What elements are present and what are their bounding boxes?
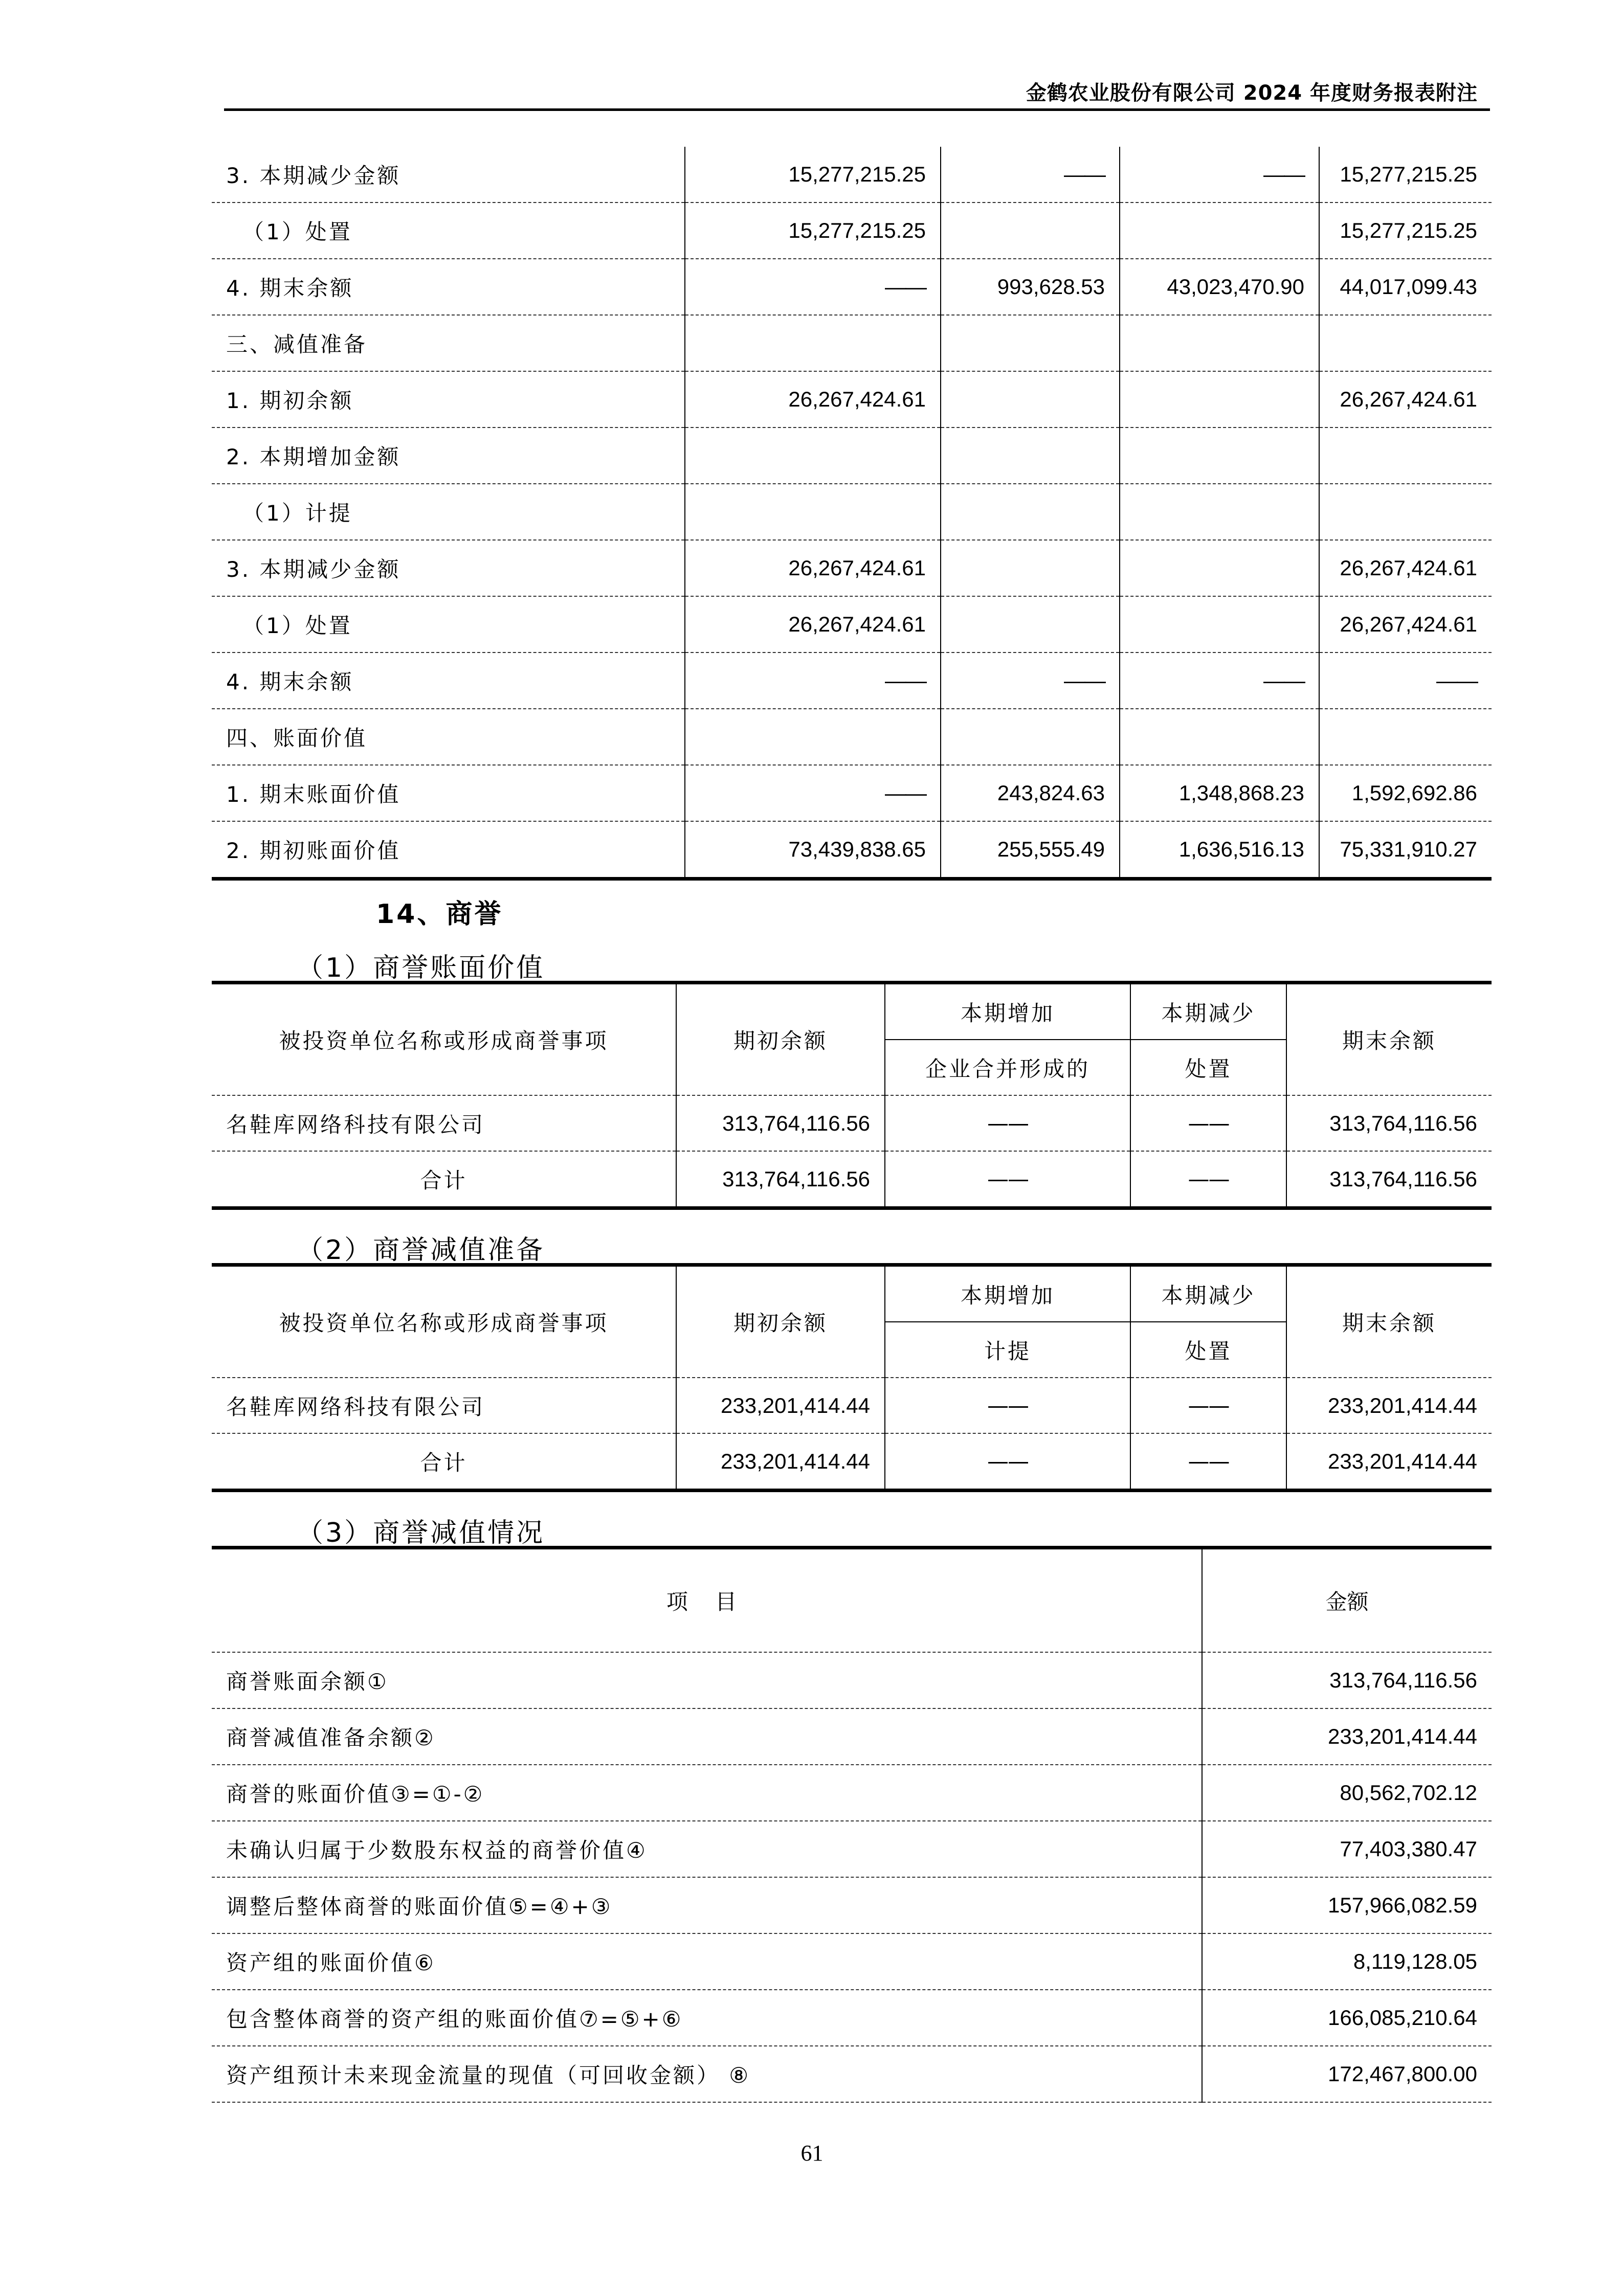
section-14-title: 14、商誉 [376,899,503,930]
row-col-1: 15,277,215.25 [685,202,941,259]
row-decrease: —— [1130,1378,1286,1433]
row-col-4 [1319,484,1492,540]
header-increase: 本期增加 [885,983,1130,1040]
row-label: 2. 期初账面价值 [226,838,401,863]
goodwill-book-title: （1）商誉账面价值 [297,953,545,983]
row-col-1: 26,267,424.61 [685,596,941,652]
row-amount: 172,467,800.00 [1202,2046,1492,2102]
table-row [212,540,1492,596]
row-label: 1. 期末账面价值 [212,765,685,821]
row-col-2 [941,371,1120,427]
row-col-1 [685,709,941,765]
row-name: 名鞋库网络科技有限公司 [212,1095,676,1151]
table-row [212,1877,1492,1933]
header-rule [224,108,1490,111]
row-col-1 [685,427,941,484]
row-col-3 [1120,484,1319,540]
row-col-3 [1120,596,1319,652]
row-amount: 157,966,082.59 [1202,1877,1492,1933]
header-opening: 期初余额 [676,1265,885,1378]
row-decrease: —— [1130,1151,1286,1208]
row-col-4 [1319,427,1492,484]
row-item: 资产组预计未来现金流量的现值（可回收金额） ⑧ [212,2046,1202,2102]
row-item: 资产组的账面价值⑥ [212,1933,1202,1990]
row-col-3: —— [1120,652,1319,709]
row-closing: 313,764,116.56 [1286,1095,1492,1151]
intangible-assets-table-body [212,147,1492,879]
row-increase: —— [885,1095,1130,1151]
intangible-assets-table-continued [212,147,1492,881]
row-col-4: 26,267,424.61 [1319,371,1492,427]
header-opening: 期初余额 [676,983,885,1096]
row-label: 4. 期末余额 [212,652,685,709]
table-row [212,147,1492,202]
row-amount: 233,201,414.44 [1202,1708,1492,1765]
table-row [212,821,1492,879]
row-col-4: 26,267,424.61 [1319,596,1492,652]
row-col-2: 993,628.53 [941,259,1120,315]
row-label: 3. 本期减少金额 [212,540,685,596]
row-amount: 313,764,116.56 [1202,1652,1492,1708]
table-row [212,315,1492,371]
goodwill-book-table [212,981,1492,1210]
row-col-3: 43,023,470.90 [1120,259,1319,315]
row-decrease: —— [1130,1095,1286,1151]
row-col-2 [941,484,1120,540]
row-label: 四、账面价值 [212,709,685,765]
row-label: （1）处置 [212,596,685,652]
row-col-4: —— [1319,652,1492,709]
row-col-2: 243,824.63 [941,765,1120,821]
row-opening: 313,764,116.56 [676,1151,885,1208]
row-name: 名鞋库网络科技有限公司 [212,1378,676,1433]
header-amount: 金额 [1202,1548,1492,1653]
row-col-3 [1120,315,1319,371]
table-row [212,652,1492,709]
table-row [212,1765,1492,1821]
row-col-2: 255,555.49 [941,821,1120,879]
row-col-3 [1120,202,1319,259]
table-row [212,1821,1492,1877]
row-amount: 166,085,210.64 [1202,1990,1492,2046]
header-increase: 本期增加 [885,1265,1130,1322]
table-row [212,596,1492,652]
table-total-row [212,1151,1492,1208]
row-label: （1）计提 [212,484,685,540]
header-increase-sub: 企业合并形成的 [885,1040,1130,1095]
row-col-4: 75,331,910.27 [1319,821,1492,879]
row-col-1: 26,267,424.61 [685,371,941,427]
table-row [212,202,1492,259]
row-col-4: 15,277,215.25 [1319,147,1492,202]
row-col-4 [1319,315,1492,371]
row-item: 商誉账面余额① [212,1652,1202,1708]
row-col-4 [1319,709,1492,765]
row-col-1: —— [685,765,941,821]
row-opening: 233,201,414.44 [676,1433,885,1491]
table-row [212,1095,1492,1151]
row-item: 调整后整体商誉的账面价值⑤=④+③ [212,1877,1202,1933]
row-col-2: —— [941,147,1120,202]
row-name: 合计 [420,1450,468,1475]
header-decrease-sub: 处置 [1130,1040,1286,1095]
row-col-3: 1,348,868.23 [1120,765,1319,821]
page-number: 61 [800,2141,824,2166]
row-col-1: —— [685,652,941,709]
table-row [212,1652,1492,1708]
row-closing: 313,764,116.56 [1286,1151,1492,1208]
row-item: 未确认归属于少数股东权益的商誉价值④ [212,1821,1202,1877]
row-col-1: 73,439,838.65 [685,821,941,879]
row-amount: 8,119,128.05 [1202,1933,1492,1990]
table-row [212,2046,1492,2102]
goodwill-impairment-title: （2）商誉减值准备 [297,1235,545,1266]
row-col-3 [1120,709,1319,765]
row-label: （1）处置 [212,202,685,259]
row-col-3: 1,636,516.13 [1120,821,1319,879]
table-row [212,371,1492,427]
row-name: 合计 [420,1167,468,1193]
row-col-3 [1120,427,1319,484]
impairment-detail-table [212,1546,1492,2103]
row-label: 2. 本期增加金额 [212,427,685,484]
page-header-title: 金鹤农业股份有限公司 2024 年度财务报表附注 [1026,81,1478,105]
row-col-2 [941,709,1120,765]
row-col-2: —— [941,652,1120,709]
table-total-row [212,1433,1492,1491]
table-row [212,1708,1492,1765]
row-label: 3. 本期减少金额 [212,147,685,202]
row-col-2 [941,427,1120,484]
table-row [212,765,1492,821]
row-col-1: 15,277,215.25 [685,147,941,202]
header-item: 项 目 [212,1548,1202,1653]
row-col-4: 44,017,099.43 [1319,259,1492,315]
row-col-1 [685,315,941,371]
row-col-3 [1120,371,1319,427]
row-col-4: 26,267,424.61 [1319,540,1492,596]
table-row [212,259,1492,315]
row-increase: —— [885,1151,1130,1208]
header-item: 被投资单位名称或形成商誉事项 [212,983,676,1096]
row-label: 1. 期初余额 [212,371,685,427]
row-decrease: —— [1130,1433,1286,1491]
table-header-row [212,1548,1492,1653]
row-label: 三、减值准备 [212,315,685,371]
row-col-2 [941,596,1120,652]
row-col-2 [941,540,1120,596]
row-closing: 233,201,414.44 [1286,1378,1492,1433]
table-row [212,1378,1492,1433]
row-item: 商誉减值准备余额② [212,1708,1202,1765]
header-decrease: 本期减少 [1130,983,1286,1040]
row-col-1 [685,484,941,540]
row-closing: 233,201,414.44 [1286,1433,1492,1491]
row-col-4: 1,592,692.86 [1319,765,1492,821]
impairment-detail-title: （3）商誉减值情况 [297,1518,545,1548]
header-item: 被投资单位名称或形成商誉事项 [212,1265,676,1378]
table-row [212,1990,1492,2046]
row-amount: 77,403,380.47 [1202,1821,1492,1877]
row-item: 商誉的账面价值③=①-② [212,1765,1202,1821]
row-col-2 [941,315,1120,371]
goodwill-impairment-table [212,1263,1492,1492]
row-col-1: 26,267,424.61 [685,540,941,596]
row-increase: —— [885,1378,1130,1433]
header-increase-sub: 计提 [885,1322,1130,1378]
row-label: 4. 期末余额 [212,259,685,315]
row-opening: 233,201,414.44 [676,1378,885,1433]
table-row [212,427,1492,484]
table-header-row [212,1265,1492,1322]
row-increase: —— [885,1433,1130,1491]
row-amount: 80,562,702.12 [1202,1765,1492,1821]
header-closing: 期末余额 [1286,1265,1492,1378]
row-col-4: 15,277,215.25 [1319,202,1492,259]
table-row [212,484,1492,540]
header-decrease: 本期减少 [1130,1265,1286,1322]
header-decrease-sub: 处置 [1130,1322,1286,1378]
row-col-3 [1120,540,1319,596]
table-row [212,1933,1492,1990]
table-header-row [212,983,1492,1040]
row-item: 包含整体商誉的资产组的账面价值⑦=⑤+⑥ [212,1990,1202,2046]
row-opening: 313,764,116.56 [676,1095,885,1151]
row-col-1: —— [685,259,941,315]
table-row [212,709,1492,765]
row-col-3: —— [1120,147,1319,202]
row-col-2 [941,202,1120,259]
header-closing: 期末余额 [1286,983,1492,1096]
